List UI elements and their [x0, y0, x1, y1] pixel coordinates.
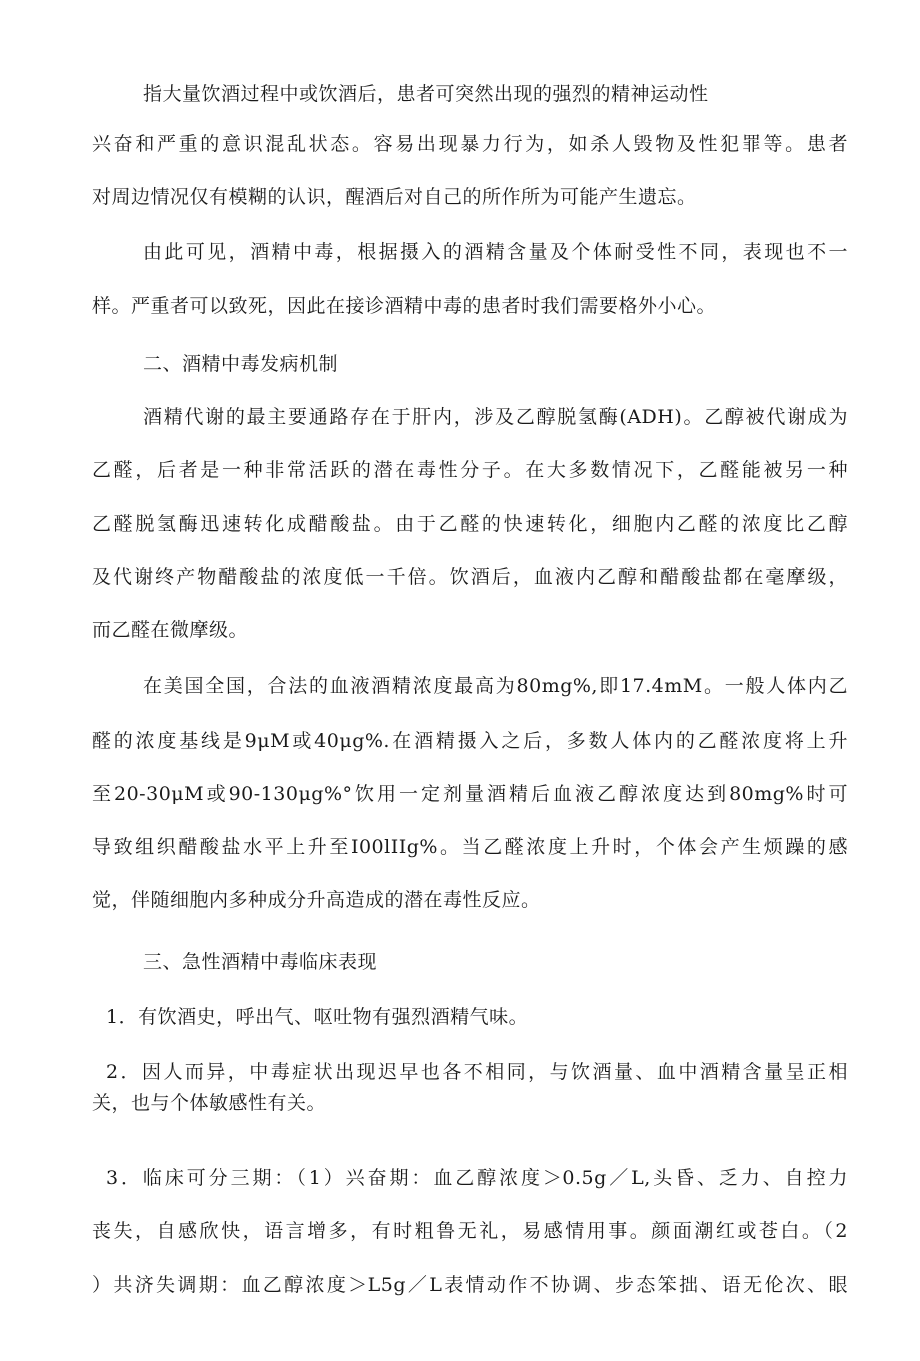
- section-heading: 三、急性酒精中毒临床表现: [143, 951, 378, 973]
- paragraph-line: 由此可见，酒精中毒，根据摄入的酒精含量及个体耐受性不同，表现也不一: [143, 241, 848, 263]
- paragraph-line: 在美国全国，合法的血液酒精浓度最高为80mg%,即17.4mM。一般人体内乙: [143, 675, 848, 697]
- paragraph-line: 至20-30μM或90-130μg%°饮用一定剂量酒精后血液乙醇浓度达到80mg%时可: [92, 783, 848, 805]
- paragraph-line: 觉，伴随细胞内多种成分升高造成的潜在毒性反应。: [92, 889, 541, 911]
- paragraph-line: 兴奋和严重的意识混乱状态。容易出现暴力行为，如杀人毁物及性犯罪等。患者: [92, 133, 848, 155]
- paragraph-line: 导致组织醋酸盐水平上升至I00lIIg%。当乙醛浓度上升时，个体会产生烦躁的感: [92, 836, 848, 858]
- list-item-continuation: 关，也与个体敏感性有关。: [92, 1092, 327, 1114]
- paragraph-line: 乙醛，后者是一种非常活跃的潜在毒性分子。在大多数情况下，乙醛能被另一种: [92, 459, 848, 481]
- paragraph-line: 而乙醛在微摩级。: [92, 619, 249, 641]
- list-item: 2．因人而异，中毒症状出现迟早也各不相同，与饮酒量、血中酒精含量呈正相: [106, 1061, 848, 1083]
- paragraph-line: 乙醛脱氢酶迅速转化成醋酸盐。由于乙醛的快速转化，细胞内乙醛的浓度比乙醇: [92, 513, 848, 535]
- list-item: 1．有饮酒史，呼出气、呕吐物有强烈酒精气味。: [106, 1006, 529, 1028]
- list-item-continuation: ）共济失调期：血乙醇浓度＞L5g／L表情动作不协调、步态笨拙、语无伦次、眼: [92, 1274, 848, 1296]
- paragraph-line: 及代谢终产物醋酸盐的浓度低一千倍。饮酒后，血液内乙醇和醋酸盐都在毫摩级，: [92, 566, 848, 588]
- paragraph-line: 指大量饮酒过程中或饮酒后，患者可突然出现的强烈的精神运动性: [143, 83, 709, 105]
- paragraph-line: 醛的浓度基线是9μM或40μg%.在酒精摄入之后，多数人体内的乙醛浓度将上升: [92, 730, 848, 752]
- paragraph-line: 酒精代谢的最主要通路存在于肝内，涉及乙醇脱氢酶(ADH)。乙醇被代谢成为: [143, 406, 848, 428]
- list-item: 3．临床可分三期：（1）兴奋期：血乙醇浓度＞0.5g／L,头昏、乏力、自控力: [106, 1167, 848, 1189]
- section-heading: 二、酒精中毒发病机制: [143, 353, 339, 375]
- list-item-continuation: 丧失，自感欣快，语言增多，有时粗鲁无礼，易感情用事。颜面潮红或苍白。（2: [92, 1220, 848, 1242]
- paragraph-line: 对周边情况仅有模糊的认识，醒酒后对自己的所作所为可能产生遗忘。: [92, 186, 697, 208]
- paragraph-line: 样。严重者可以致死，因此在接诊酒精中毒的患者时我们需要格外小心。: [92, 295, 717, 317]
